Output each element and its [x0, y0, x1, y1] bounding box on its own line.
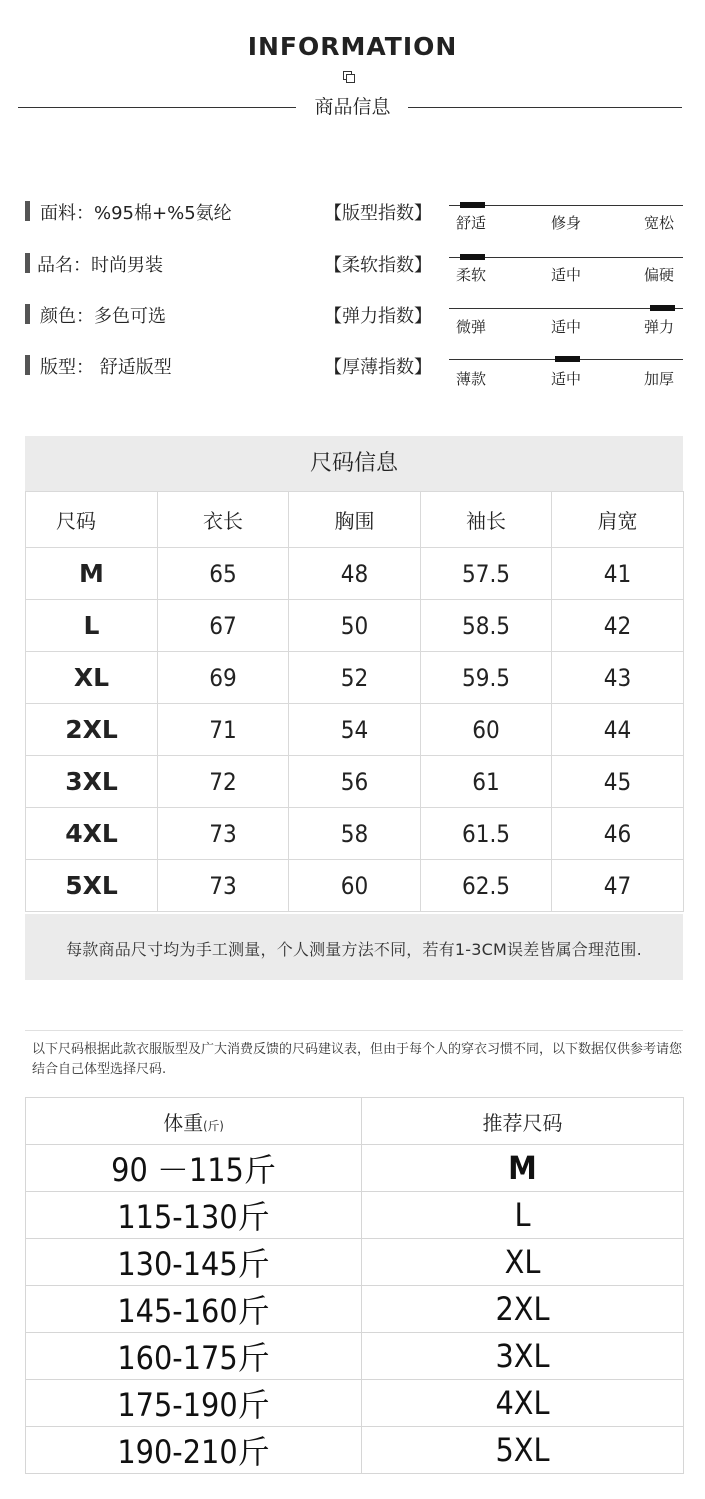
- column-header-size: 推荐尺码: [362, 1098, 684, 1145]
- divider-right: [408, 107, 682, 108]
- column-header: 尺码: [26, 492, 158, 548]
- shoulder-cell: 42: [552, 600, 684, 652]
- copy-icon: [343, 71, 356, 84]
- length-cell: 72: [158, 756, 289, 808]
- column-header: 肩宽: [552, 492, 684, 548]
- product-name-label: 品名：时尚男装: [37, 255, 163, 276]
- table-header-row: [26, 492, 684, 548]
- table-row: [26, 860, 684, 912]
- scale-label: 薄款: [456, 370, 487, 388]
- weight-cell: 130-145斤: [26, 1239, 362, 1286]
- scale-label: 适中: [551, 266, 582, 284]
- recommendation-note: 以下尺码根据此款衣服版型及广大消费反馈的尺码建议表，但由于每个人的穿衣习惯不同，以下数据仅供参考请您结合自己体型选择尺码.: [32, 1042, 683, 1077]
- length-cell: 65: [158, 548, 289, 600]
- length-cell: 67: [158, 600, 289, 652]
- scale-marker: [460, 254, 485, 260]
- shoulder-cell: 46: [552, 808, 684, 860]
- length-cell: 69: [158, 652, 289, 704]
- chest-cell: 52: [289, 652, 421, 704]
- shoulder-cell: 43: [552, 652, 684, 704]
- page-title: INFORMATION: [247, 32, 458, 61]
- size-cell: 3XL: [362, 1333, 684, 1380]
- fit-type-label: 版型： 舒适版型: [40, 357, 172, 378]
- color-label: 颜色：多色可选: [40, 306, 166, 327]
- weight-cell: 190-210斤: [26, 1427, 362, 1474]
- thickness-index-label: 【厚薄指数】: [324, 357, 432, 378]
- scale-label: 修身: [551, 214, 582, 232]
- recommendation-table: [25, 1097, 684, 1474]
- measurement-note: 每款商品尺寸均为手工测量，个人测量方法不同，若有1-3CM误差皆属合理范围.: [25, 914, 683, 980]
- chest-cell: 56: [289, 756, 421, 808]
- table-row: [26, 1145, 684, 1192]
- bullet-bar: [25, 304, 30, 324]
- scale-label: 加厚: [644, 370, 675, 388]
- scale-line: [449, 308, 683, 309]
- column-header-weight: 体重(斤): [26, 1098, 362, 1145]
- shoulder-cell: 41: [552, 548, 684, 600]
- chest-cell: 48: [289, 548, 421, 600]
- scale-label: 适中: [551, 318, 582, 336]
- divider: [25, 1030, 683, 1031]
- table-row: [26, 1286, 684, 1333]
- size-table-title: 尺码信息: [25, 436, 683, 491]
- size-cell: 3XL: [26, 756, 158, 808]
- shoulder-cell: 44: [552, 704, 684, 756]
- table-header-row: [26, 1098, 684, 1145]
- scale-label: 偏硬: [644, 266, 675, 284]
- length-cell: 73: [158, 808, 289, 860]
- sleeve-cell: 57.5: [421, 548, 552, 600]
- column-header: 袖长: [421, 492, 552, 548]
- bullet-bar: [25, 253, 30, 273]
- size-cell: L: [362, 1192, 684, 1239]
- table-row: [26, 1192, 684, 1239]
- table-row: [26, 548, 684, 600]
- scale-label: 舒适: [456, 214, 487, 232]
- weight-cell: 115-130斤: [26, 1192, 362, 1239]
- table-row: [26, 652, 684, 704]
- table-row: [26, 1427, 684, 1474]
- length-cell: 73: [158, 860, 289, 912]
- size-cell: M: [362, 1145, 684, 1192]
- table-row: [26, 1239, 684, 1286]
- table-row: [26, 1333, 684, 1380]
- scale-label: 适中: [551, 370, 582, 388]
- table-row: [26, 704, 684, 756]
- size-cell: L: [26, 600, 158, 652]
- size-cell: 2XL: [26, 704, 158, 756]
- sleeve-cell: 61: [421, 756, 552, 808]
- scale-marker: [650, 305, 675, 311]
- size-table: [25, 491, 684, 912]
- sleeve-cell: 58.5: [421, 600, 552, 652]
- table-row: [26, 600, 684, 652]
- sleeve-cell: 62.5: [421, 860, 552, 912]
- scale-marker: [460, 202, 485, 208]
- sleeve-cell: 60: [421, 704, 552, 756]
- size-cell: XL: [26, 652, 158, 704]
- size-cell: 5XL: [362, 1427, 684, 1474]
- weight-cell: 160-175斤: [26, 1333, 362, 1380]
- length-cell: 71: [158, 704, 289, 756]
- section-subtitle: 商品信息: [314, 96, 391, 118]
- shoulder-cell: 45: [552, 756, 684, 808]
- size-cell: 4XL: [26, 808, 158, 860]
- sleeve-cell: 61.5: [421, 808, 552, 860]
- fabric-label: 面料：%95棉+%5氨纶: [40, 203, 232, 224]
- size-cell: 4XL: [362, 1380, 684, 1427]
- scale-label: 弹力: [644, 318, 675, 336]
- chest-cell: 58: [289, 808, 421, 860]
- elasticity-index-label: 【弹力指数】: [324, 306, 432, 327]
- size-cell: XL: [362, 1239, 684, 1286]
- shoulder-cell: 47: [552, 860, 684, 912]
- table-row: [26, 756, 684, 808]
- bullet-bar: [25, 355, 30, 375]
- table-row: [26, 1380, 684, 1427]
- bullet-bar: [25, 201, 30, 221]
- size-cell: M: [26, 548, 158, 600]
- column-header: 衣长: [158, 492, 289, 548]
- softness-index-label: 【柔软指数】: [324, 255, 432, 276]
- scale-label: 微弹: [456, 318, 487, 336]
- column-header: 胸围: [289, 492, 421, 548]
- scale-label: 宽松: [644, 214, 675, 232]
- scale-label: 柔软: [456, 266, 487, 284]
- size-cell: 2XL: [362, 1286, 684, 1333]
- chest-cell: 50: [289, 600, 421, 652]
- table-row: [26, 808, 684, 860]
- size-cell: 5XL: [26, 860, 158, 912]
- weight-cell: 145-160斤: [26, 1286, 362, 1333]
- chest-cell: 54: [289, 704, 421, 756]
- weight-cell: 175-190斤: [26, 1380, 362, 1427]
- sleeve-cell: 59.5: [421, 652, 552, 704]
- scale-marker: [555, 356, 580, 362]
- weight-cell: 90 －115斤: [26, 1145, 362, 1192]
- fit-index-label: 【版型指数】: [324, 203, 432, 224]
- chest-cell: 60: [289, 860, 421, 912]
